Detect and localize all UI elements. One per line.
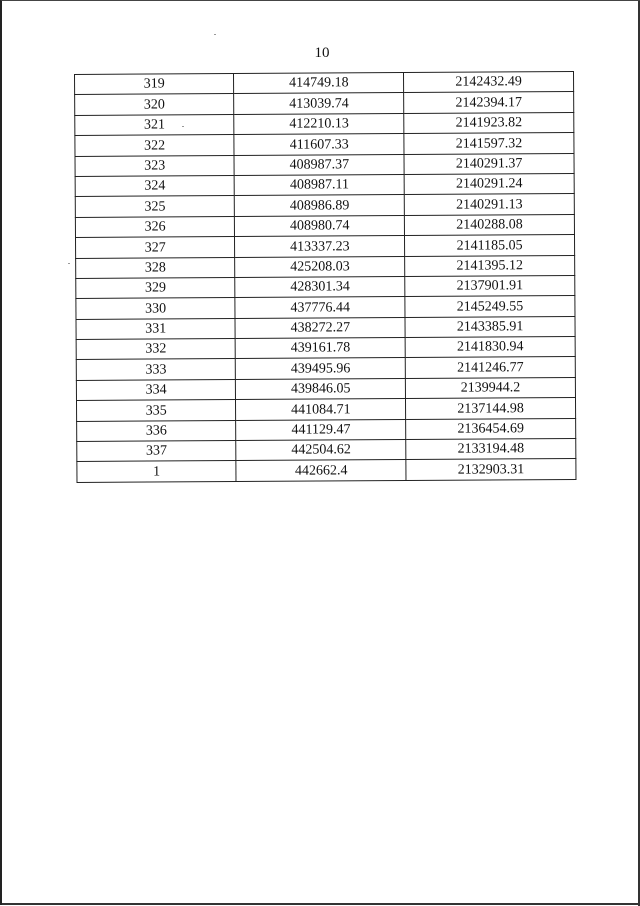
table-row [75, 235, 574, 258]
y-coordinate-cell: 2141597.32 [404, 133, 574, 154]
point-number-cell: 326 [75, 216, 235, 237]
point-number-cell: 336 [77, 420, 237, 441]
y-coordinate-cell: 2140288.08 [405, 214, 575, 235]
x-coordinate-cell: 442504.62 [236, 440, 406, 461]
y-coordinate-cell: 2140291.37 [404, 153, 574, 174]
y-coordinate-cell: 2141185.05 [405, 235, 575, 256]
x-coordinate-cell: 438272.27 [235, 317, 405, 338]
x-coordinate-cell: 408986.89 [235, 195, 405, 216]
point-number-cell: 332 [76, 339, 236, 360]
y-coordinate-cell: 2142432.49 [404, 71, 574, 92]
x-coordinate-cell: 425208.03 [235, 256, 405, 277]
x-coordinate-cell: 437776.44 [235, 297, 405, 318]
scan-speck [214, 34, 216, 35]
table-row [77, 459, 576, 482]
table-row [75, 71, 574, 94]
y-coordinate-cell: 2140291.24 [404, 173, 574, 194]
y-coordinate-cell: 2137144.98 [406, 398, 576, 419]
x-coordinate-cell: 411607.33 [234, 134, 404, 155]
x-coordinate-cell: 442662.4 [236, 460, 406, 481]
y-coordinate-cell: 2141395.12 [405, 255, 575, 276]
table-row [75, 194, 574, 217]
table-row [75, 112, 574, 135]
table-row [76, 296, 575, 319]
coordinates-table-body [75, 71, 576, 482]
point-number-cell: 334 [76, 379, 236, 400]
point-number-cell: 335 [76, 400, 236, 421]
x-coordinate-cell: 412210.13 [234, 113, 404, 134]
x-coordinate-cell: 408980.74 [235, 215, 405, 236]
table-row [75, 173, 574, 196]
x-coordinate-cell: 441129.47 [236, 419, 406, 440]
table-row [76, 255, 575, 278]
y-coordinate-cell: 2132903.31 [406, 459, 576, 480]
x-coordinate-cell: 413039.74 [234, 93, 404, 114]
scan-speck [68, 263, 70, 264]
y-coordinate-cell: 2141246.77 [405, 357, 575, 378]
point-number-cell: 321 [75, 114, 235, 135]
y-coordinate-cell: 2145249.55 [405, 296, 575, 317]
x-coordinate-cell: 439161.78 [236, 338, 406, 359]
table-row [75, 92, 574, 115]
y-coordinate-cell: 2141830.94 [405, 337, 575, 358]
point-number-cell: 320 [75, 94, 235, 115]
x-coordinate-cell: 414749.18 [234, 72, 404, 93]
y-coordinate-cell: 2137901.91 [405, 275, 575, 296]
table-row [75, 133, 574, 156]
x-coordinate-cell: 441084.71 [236, 399, 406, 420]
page-number: 10 [314, 45, 330, 61]
point-number-cell: 323 [75, 155, 235, 176]
point-number-cell: 324 [75, 175, 235, 196]
table-row [75, 153, 574, 176]
y-coordinate-cell: 2141923.82 [404, 112, 574, 133]
x-coordinate-cell: 439846.05 [236, 378, 406, 399]
x-coordinate-cell: 408987.37 [234, 154, 404, 175]
point-number-cell: 337 [77, 441, 237, 462]
table-row [76, 275, 575, 298]
table-row [76, 398, 575, 421]
table-row [77, 418, 576, 441]
y-coordinate-cell: 2143385.91 [405, 316, 575, 337]
table-row [76, 337, 575, 360]
y-coordinate-cell: 2142394.17 [404, 92, 574, 113]
point-number-cell: 330 [76, 298, 236, 319]
point-number-cell: 319 [75, 74, 235, 95]
x-coordinate-cell: 413337.23 [235, 236, 405, 257]
table-row [77, 438, 576, 461]
x-coordinate-cell: 439495.96 [236, 358, 406, 379]
table-row [76, 357, 575, 380]
y-coordinate-cell: 2136454.69 [406, 418, 576, 439]
coordinates-table [74, 71, 576, 483]
point-number-cell: 333 [76, 359, 236, 380]
y-coordinate-cell: 2133194.48 [406, 438, 576, 459]
point-number-cell: 329 [76, 277, 236, 298]
table-row [76, 377, 575, 400]
point-number-cell: 327 [75, 237, 235, 258]
point-number-cell: 331 [76, 318, 236, 339]
point-number-cell: 328 [76, 257, 236, 278]
x-coordinate-cell: 428301.34 [235, 276, 405, 297]
table-row [75, 214, 574, 237]
y-coordinate-cell: 2139944.2 [406, 377, 576, 398]
table-row [76, 316, 575, 339]
point-number-cell: 325 [75, 196, 235, 217]
point-number-cell: 322 [75, 135, 235, 156]
x-coordinate-cell: 408987.11 [235, 174, 405, 195]
point-number-cell: 1 [77, 461, 237, 482]
y-coordinate-cell: 2140291.13 [404, 194, 574, 215]
